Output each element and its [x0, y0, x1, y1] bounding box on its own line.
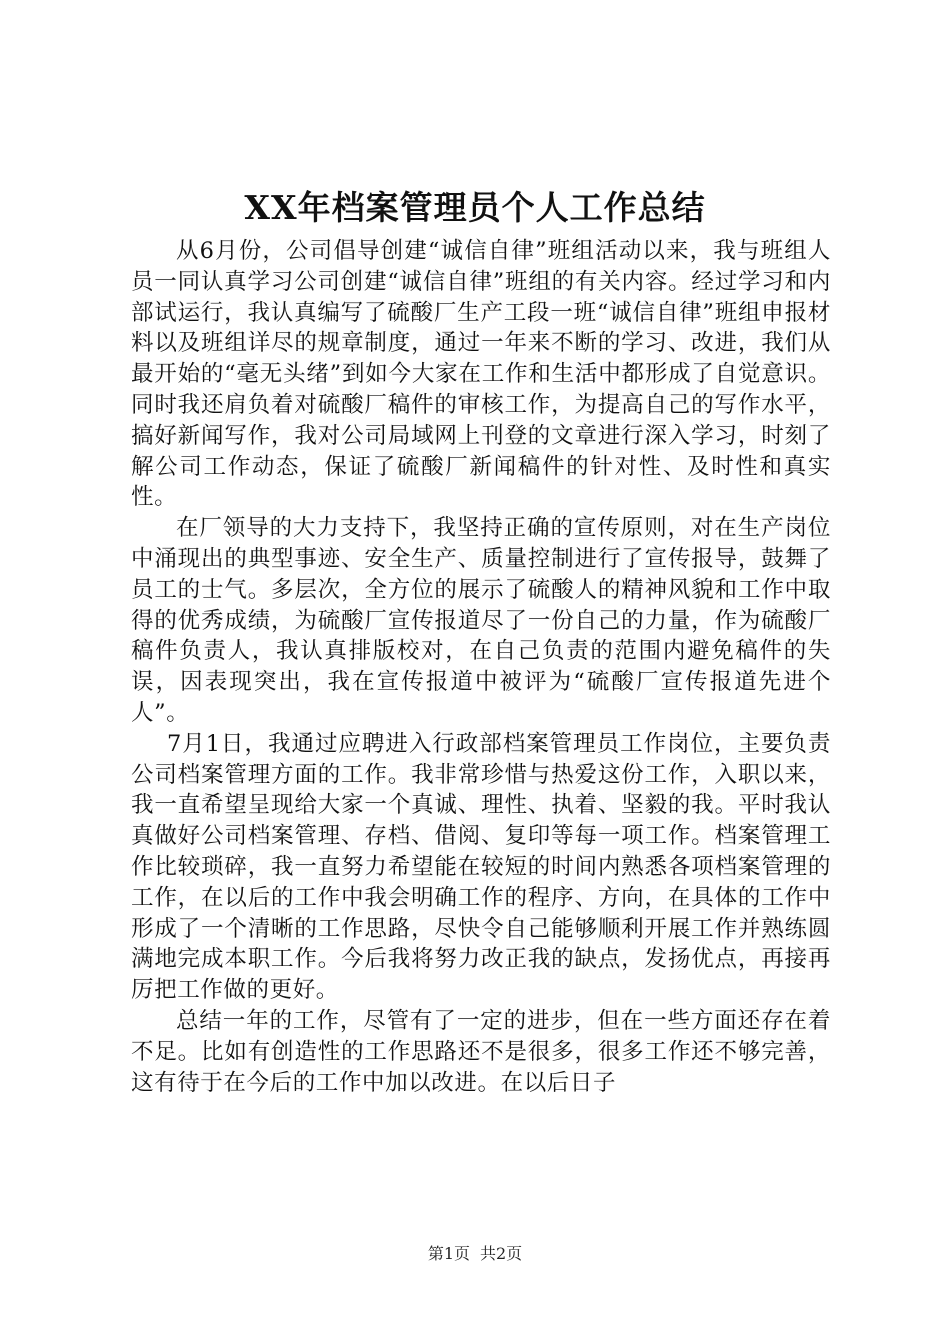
- page-number-current: 第1页: [427, 1244, 470, 1263]
- paragraph-1: 从6月份，公司倡导创建“诚信自律”班组活动以来，我与班组人员一同认真学习公司创建“诚信自律”班组的有关内容。经过学习和内部试运行，我认真编写了硫酸厂生产工段一班“诚信自律”班组申报材料以及班组详尽的规章制度，通过一年来不断的学习、改进，我们从最开始的“毫无头绪”到如今大家在工作和生活中都形成了自觉意识。同时我还肩负着对硫酸厂稿件的审核工作，为提高自己的写作水平，搞好新闻写作，我对公司局域网上刊登的文章进行深入学习，时刻了解公司工作动态，保证了硫酸厂新闻稿件的针对性、及时性和真实性。: [131, 238, 831, 511]
- page-footer: [0, 1243, 950, 1265]
- document-title: XX年档案管理员个人工作总结: [244, 188, 706, 227]
- page-number-total: 共2页: [480, 1244, 523, 1263]
- paragraph-2: 在厂领导的大力支持下，我坚持正确的宣传原则，对在生产岗位中涌现出的典型事迹、安全生产、质量控制进行了宣传报导，鼓舞了员工的士气。多层次，全方位的展示了硫酸人的精神风貌和工作中取得的优秀成绩，为硫酸厂宣传报道尽了一份自己的力量，作为硫酸厂稿件负责人，我认真排版校对，在自己负责的范围内避免稿件的失误，因表现突出，我在宣传报道中被评为“硫酸厂宣传报道先进个人”。: [131, 515, 831, 726]
- document-body: [131, 236, 831, 1098]
- paragraph-4: 总结一年的工作，尽管有了一定的进步，但在一些方面还存在着不足。比如有创造性的工作思路还不是很多，很多工作还不够完善，这有待于在今后的工作中加以改进。在以后日子: [131, 1007, 831, 1096]
- paragraph-3: 7月1日，我通过应聘进入行政部档案管理员工作岗位，主要负责公司档案管理方面的工作。我非常珍惜与热爱这份工作，入职以来，我一直希望呈现给大家一个真诚、理性、执着、坚毅的我。平时我认真做好公司档案管理、存档、借阅、复印等每一项工作。档案管理工作比较琐碎，我一直努力希望能在较短的时间内熟悉各项档案管理的工作，在以后的工作中我会明确工作的程序、方向，在具体的工作中形成了一个清晰的工作思路，尽快令自己能够顺利开展工作并熟练圆满地完成本职工作。今后我将努力改正我的缺点，发扬优点，再接再厉把工作做的更好。: [131, 730, 831, 1004]
